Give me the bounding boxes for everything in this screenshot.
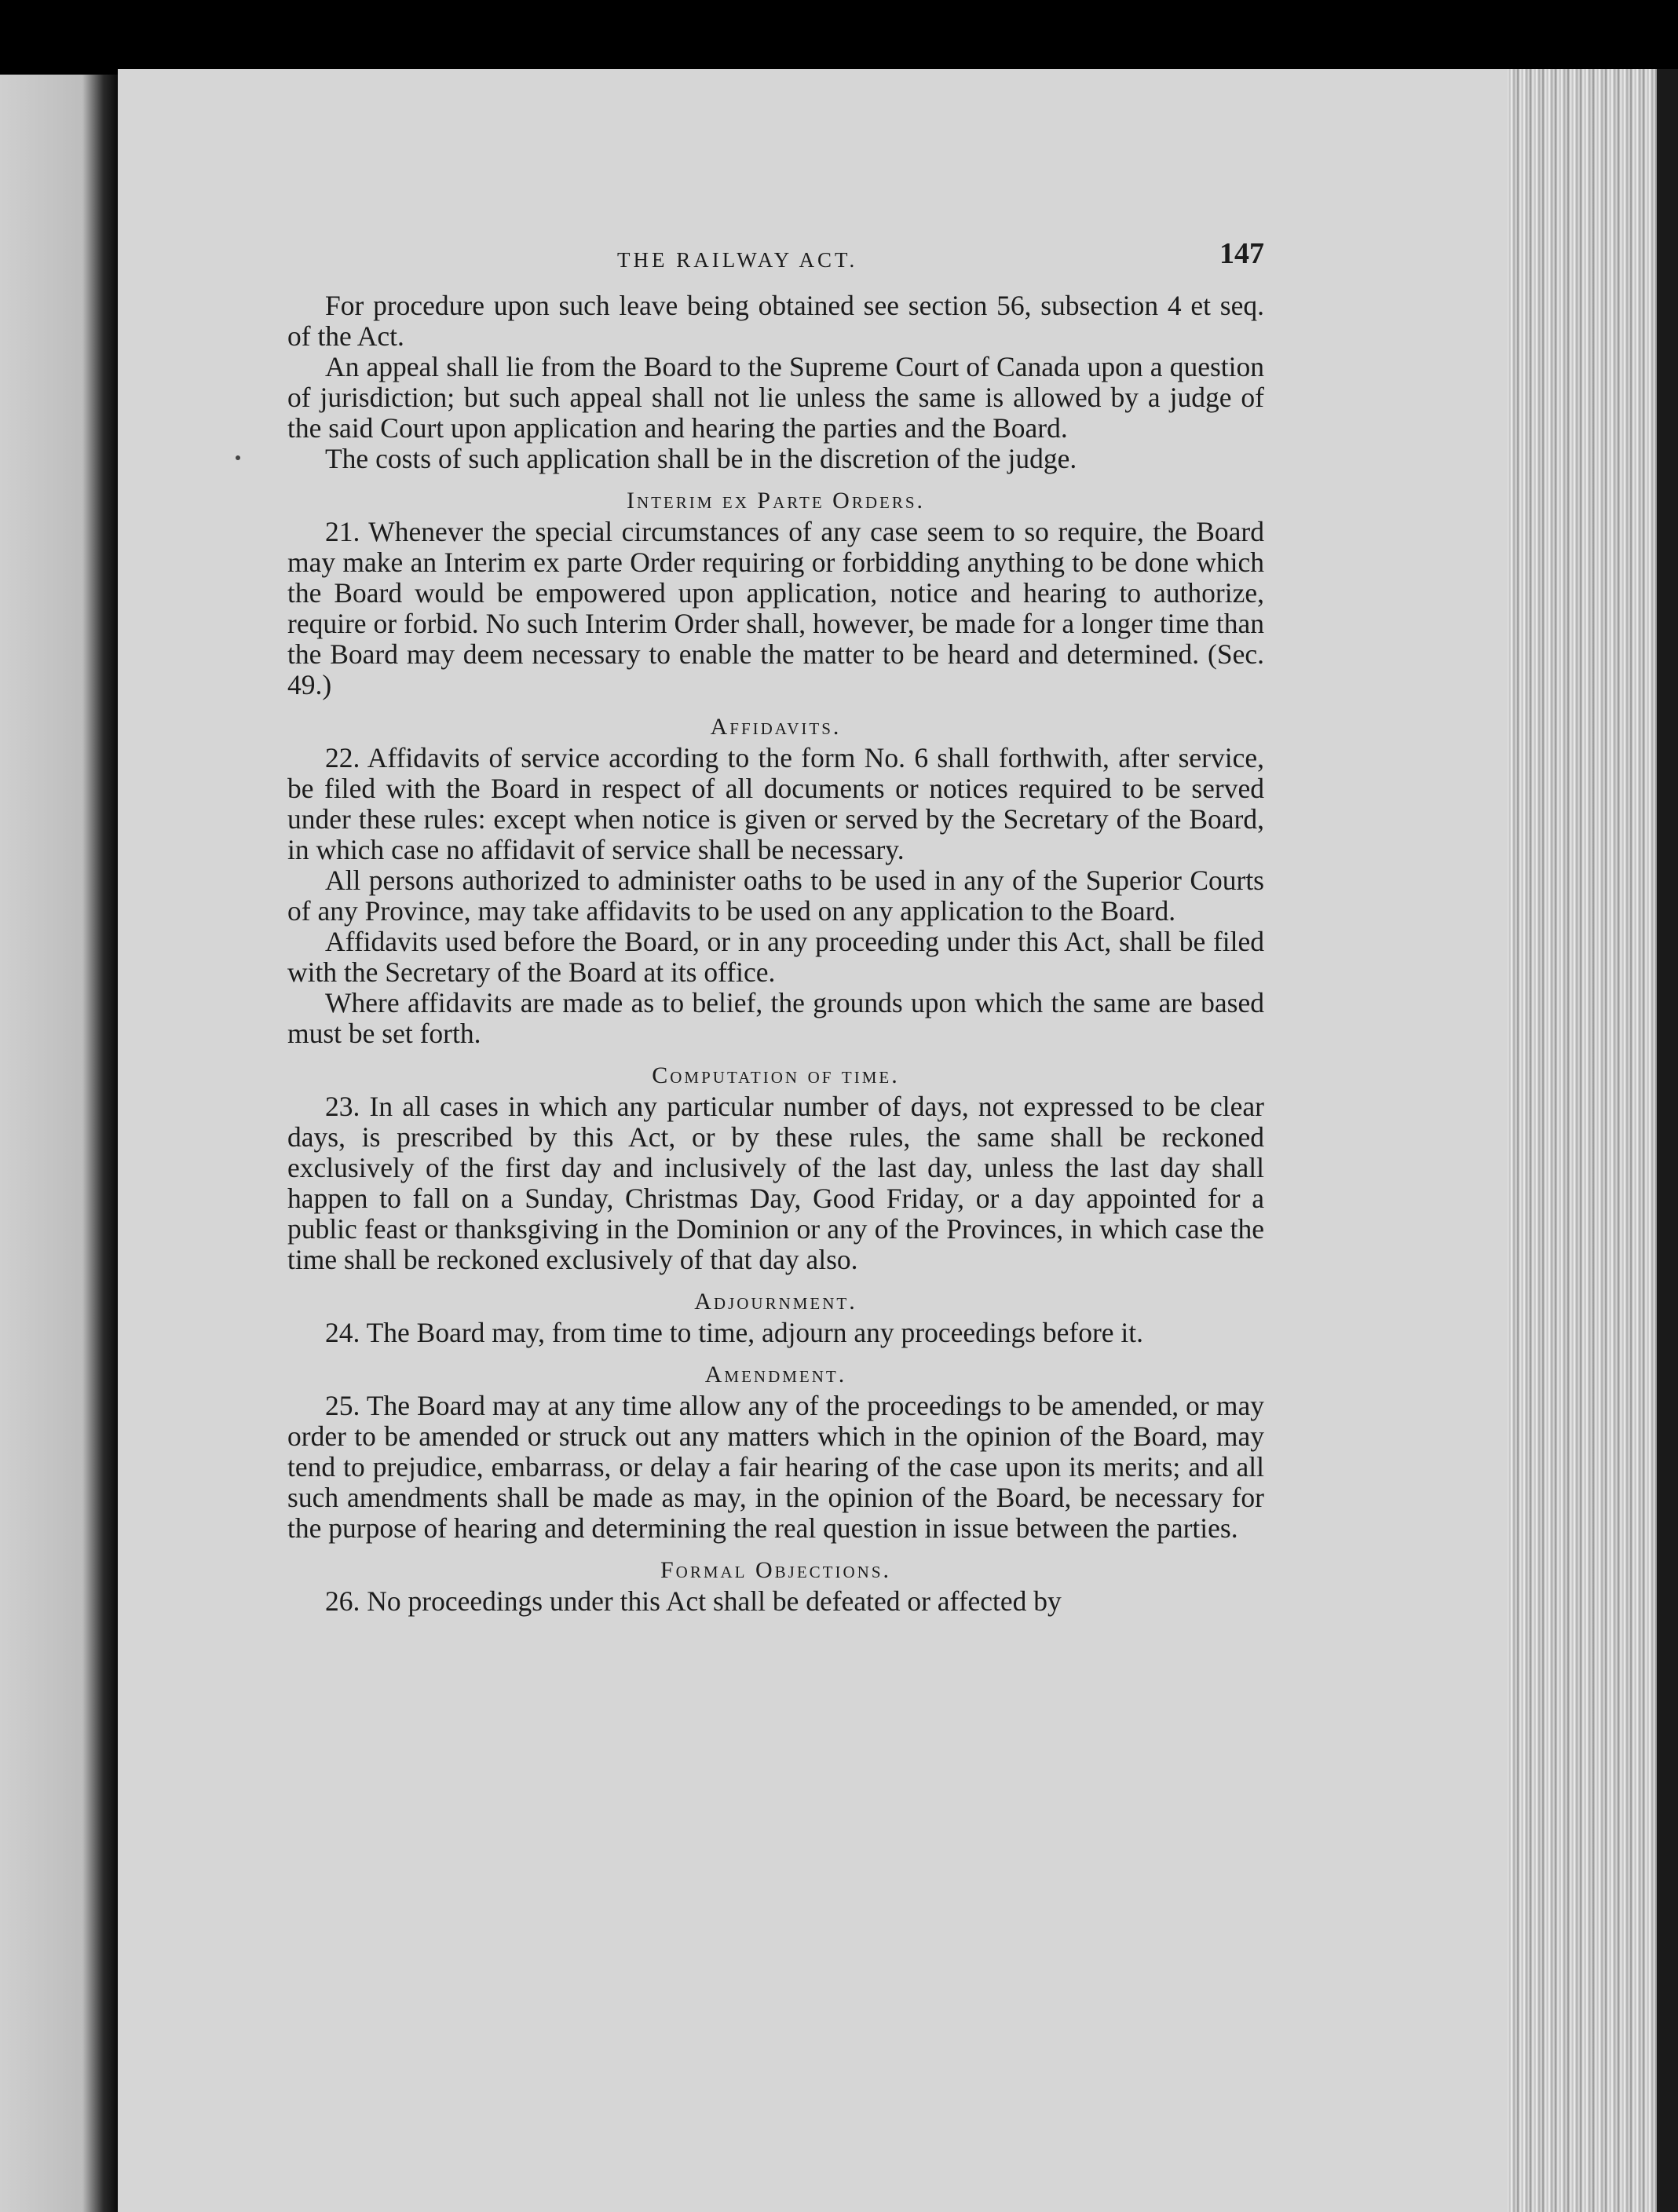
heading-affidavits: Affidavits. (710, 714, 842, 740)
heading-interim-orders: Interim ex Parte Orders. (626, 488, 926, 514)
heading-amendment: Amendment. (704, 1362, 847, 1388)
page-stack-edges (1508, 69, 1657, 2212)
paragraph-24: 24. The Board may, from time to time, adjourn any proceedings before it. (325, 1317, 1144, 1348)
paragraph-22-filing: Affidavits used before the Board, or in any proceeding under this Act, shall be filed with the Secretary of the Board at its office. (287, 926, 1264, 988)
margin-speck (236, 455, 240, 460)
paragraph-23: 23. In all cases in which any particular number of days, not expressed to be clear days, is prescribed by this Act, or by these rules, the same shall be reckoned exclusively of the first day and inclusively of the last day, unless the last day shall happen to fall on a Sunday, Christmas Day, Good Friday, or a day appointed for a public feast or thanksgiving in the Dominion or any of the Provinces, in which case the time shall be reckoned exclusively of that day also. (287, 1091, 1264, 1275)
heading-adjournment: Adjournment. (694, 1289, 857, 1314)
paragraph-22-belief: Where affidavits are made as to belief, the grounds upon which the same are based must be set forth. (287, 987, 1264, 1049)
paragraph-22: 22. Affidavits of service according to the form No. 6 shall forthwith, after service, be filed with the Board in respect of all documents or notices required to be served under these rules: except when notice is given or served by the Secretary of the Board, in which case no affidavit of service shall be necessary. (287, 742, 1264, 865)
right-border (1657, 69, 1678, 2212)
paragraph-21: 21. Whenever the special circumstances of any case seem to so require, the Board may make an Interim ex parte Order requiring or forbidding anything to be done which the Board would be empowered upon application, notice and hearing to authorize, require or forbid. No such Interim Order shall, however, be made for a longer time than the Board may deem necessary to enable the matter to be heard and determined. (Sec. 49.) (287, 516, 1264, 700)
paragraph-22-oaths: All persons authorized to administer oaths to be used in any of the Superior Courts of any Province, may take affidavits to be used on any application to the Board. (287, 865, 1264, 927)
paragraph-costs: The costs of such application shall be in the discretion of the judge. (325, 443, 1077, 474)
page-number: 147 (1219, 237, 1264, 270)
page-header (287, 236, 1264, 283)
heading-formal-objections: Formal Objections. (660, 1557, 892, 1583)
heading-computation-of-time: Computation of time. (652, 1062, 900, 1088)
page-text (287, 236, 1264, 1617)
running-title: THE RAILWAY ACT. (617, 248, 858, 272)
paragraph-25: 25. The Board may at any time allow any of the proceedings to be amended, or may order to be amended or struck out any matters which in the opinion of the Board, may tend to prejudice, embarrass, or delay a fair hearing of the case upon its merits; and all such amendments shall be made as may, in the opinion of the Board, be necessary for the purpose of hearing and determining the real question in issue between the parties. (287, 1390, 1264, 1544)
paragraph-procedure: For procedure upon such leave being obtained see section 56, subsection 4 et seq. of the Act. (287, 290, 1264, 352)
left-page-edge (0, 75, 118, 2212)
paragraph-appeal: An appeal shall lie from the Board to the Supreme Court of Canada upon a question of jurisdiction; but such appeal shall not lie unless the same is allowed by a judge of the said Court upon application and hearing the parties and the Board. (287, 351, 1264, 444)
paragraph-26: 26. No proceedings under this Act shall be defeated or affected by (325, 1585, 1062, 1617)
